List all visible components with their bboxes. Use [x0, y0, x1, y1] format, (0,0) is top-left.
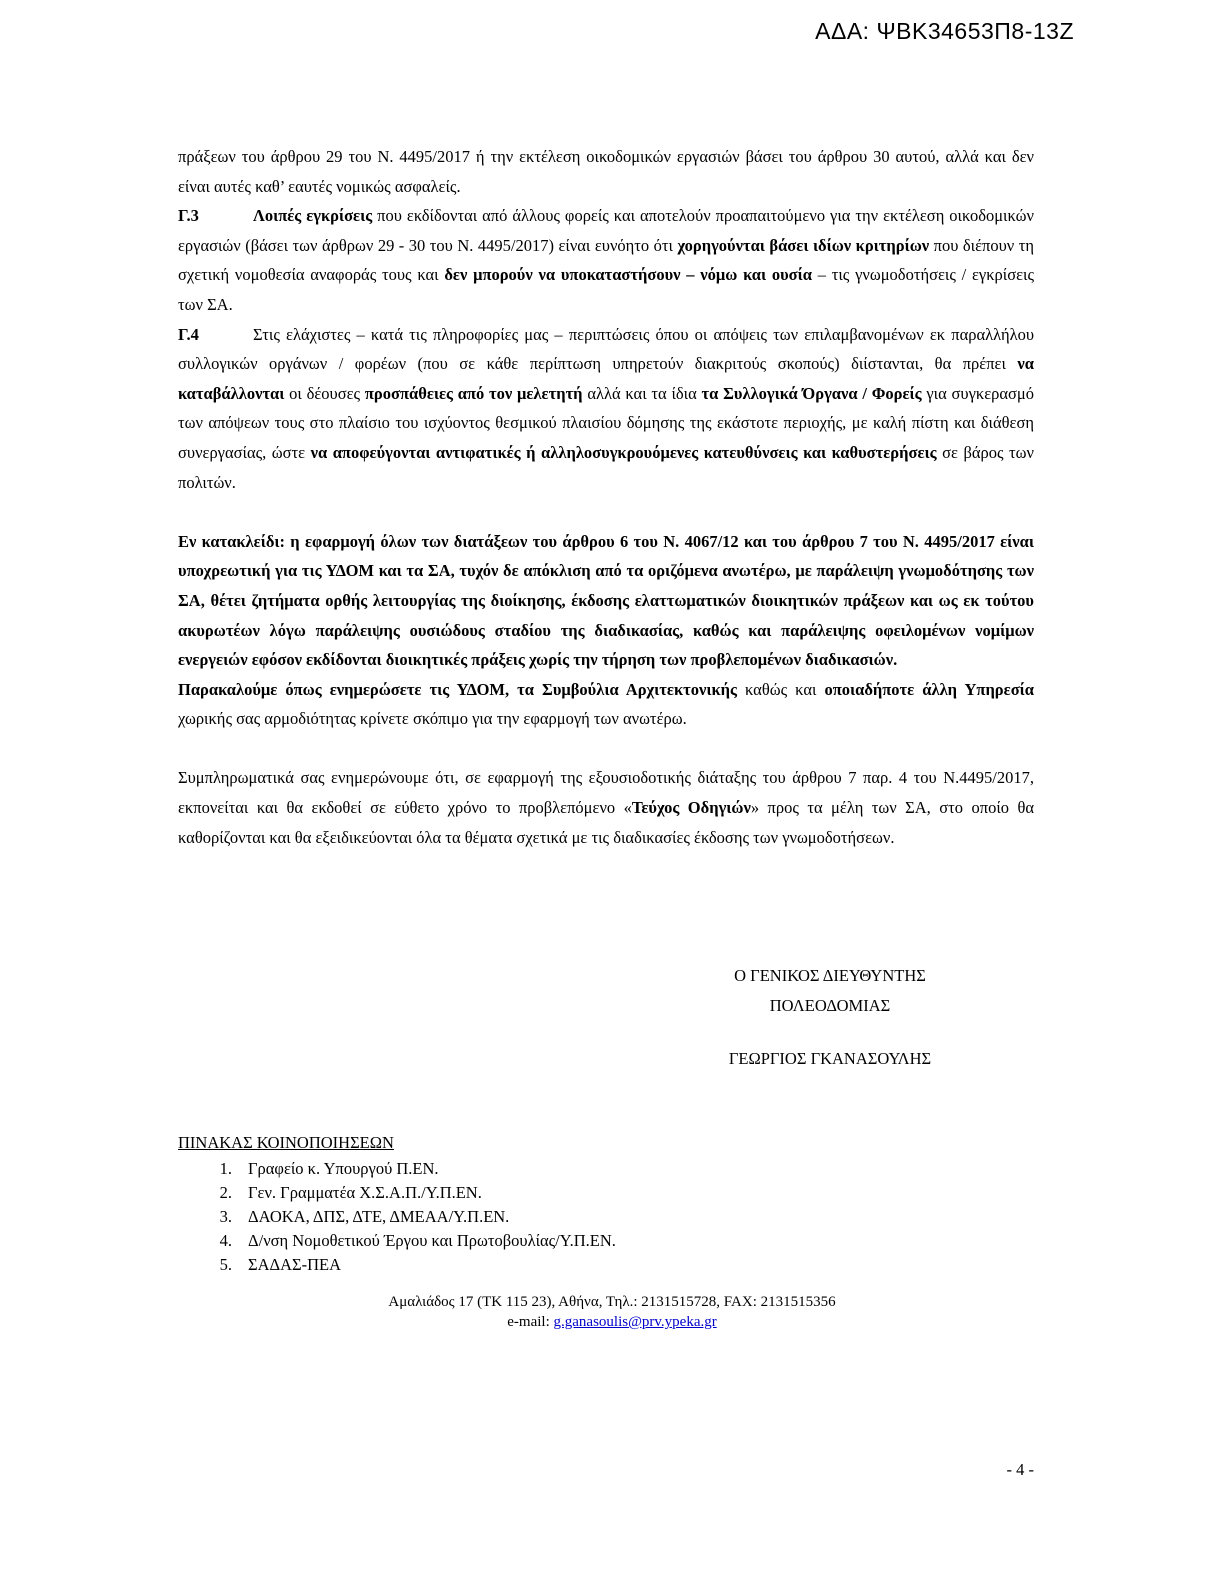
request-text-2: χωρικής σας αρμοδιότητας κρίνετε σκόπιμο για την εφαρμογή των ανωτέρω.: [178, 709, 687, 729]
continuation-paragraph: πράξεων του άρθρου 29 του Ν. 4495/2017 ή την εκτέλεση οικοδομικών εργασιών βάσει του άρθρου 30 αυτού, αλλά και δεν είναι αυτές καθ’ εαυτές νομικώς ασφαλείς.: [178, 147, 1034, 196]
signature-title-line1: Ο ΓΕΝΙΚΟΣ ΔΙΕΥΘΥΝΤΗΣ: [734, 966, 926, 985]
supplement-bold-1: Τεύχος Οδηγιών: [631, 798, 751, 818]
distribution-list: [178, 1157, 616, 1277]
signature-name: ΓΕΩΡΓΙΟΣ ΓΚΑΝΑΣΟΥΛΗΣ: [728, 1049, 932, 1068]
distribution-item-number: 4.: [219, 1231, 232, 1250]
paragraph-gap: [178, 734, 1034, 764]
distribution-item: [178, 1157, 616, 1181]
distribution-item-text: Γεν. Γραμματέα Χ.Σ.Α.Π./Υ.Π.ΕΝ.: [248, 1183, 482, 1202]
g4-bold-3: τα Συλλογικά Όργανα / Φορείς: [701, 383, 922, 403]
g4-text-2: οι δέουσες: [284, 383, 365, 403]
distribution-item-text: ΣΑΔΑΣ-ΠΕΑ: [248, 1255, 342, 1274]
request-bold-1: Παρακαλούμε όπως ενημερώσετε τις ΥΔΟΜ, τα Συμβούλια Αρχιτεκτονικής: [178, 679, 737, 699]
g3-bold-3: δεν μπορούν να υποκαταστήσουν – νόμω και ουσία: [444, 265, 812, 285]
footer-email-link[interactable]: g.ganasoulis@prv.ypeka.gr: [553, 1314, 717, 1330]
section-label-g3: Γ.3: [178, 206, 199, 226]
section-g4: [178, 320, 1034, 498]
distribution-item-number: 2.: [219, 1183, 232, 1202]
distribution-title: ΠΙΝΑΚΑΣ ΚΟΙΝΟΠΟΙΗΣΕΩΝ: [178, 1133, 394, 1152]
distribution-item: [178, 1181, 616, 1205]
supplement-text-2: » προς τα μέλη των ΣΑ, στο οποίο θα καθορίζονται και θα εξειδικεύονται όλα τα θέματα σχετικά με τις διαδικασίες έκδοσης των γνωμοδοτήσεων.: [178, 798, 1034, 847]
g3-text-3: – τις γνωμοδοτήσεις / εγκρίσεις των ΣΑ.: [178, 265, 1034, 314]
g3-text-2: που διέπουν τη σχετική νομοθεσία αναφοράς τους και: [178, 235, 1034, 285]
g4-text-3: αλλά και τα ίδια: [582, 383, 702, 403]
distribution-item-text: ΔΑΟΚΑ, ΔΠΣ, ΔΤΕ, ΔΜΕΑΑ/Υ.Π.ΕΝ.: [248, 1207, 510, 1226]
g4-bold-2: προσπάθειες από τον μελετητή: [364, 383, 583, 403]
distribution-item: [178, 1229, 616, 1253]
ada-code: ΑΔΑ: ΨΒΚ34653Π8-13Ζ: [815, 18, 1074, 44]
supplement-text-1: Συμπληρωματικά σας ενημερώνουμε ότι, σε εφαρμογή της εξουσιοδοτικής διάταξης του άρθρου 7 παρ. 4 του Ν.4495/2017, εκπονείται και θα εκδοθεί σε εύθετο χρόνο το προβλεπόμενο «: [178, 768, 1034, 818]
signature-title-line2: ΠΟΛΕΟΔΟΜΙΑΣ: [769, 996, 891, 1015]
g3-bold-1: Λοιπές εγκρίσεις: [253, 206, 373, 226]
conclusion-text: Εν κατακλείδι: η εφαρμογή όλων των διατάξεων του άρθρου 6 του Ν. 4067/12 και του άρθρου 7 του Ν. 4495/2017 είναι υποχρεωτική για τις ΥΔΟΜ και τα ΣΑ, τυχόν δε απόκλιση από τα οριζόμενα ανωτέρω, με παράλειψη γνωμοδότησης των ΣΑ, θέτει ζητήματα ορθής λειτουργίας της διοίκησης, έκδοσης ελαττωματικών διοικητικών πράξεων και ως εκ τούτου ακυρωτέων λόγω παράλειψης ουσιώδους σταδίου της διαδικασίας, καθώς και παράλειψης οφειλομένων νομίμων ενεργειών εφόσον εκδίδονται διοικητικές πράξεις χωρίς την τήρηση των προβλεπομένων διαδικασιών.: [178, 531, 1034, 670]
g4-text-1: Στις ελάχιστες – κατά τις πληροφορίες μας – περιπτώσεις όπου οι απόψεις των επιλαμβανομένων εκ παραλλήλου συλλογικών οργάνων / φορέων (που σε κάθε περίπτωση υπηρετούν διακριτούς σκοπούς) διίστανται, θα πρέπει: [178, 324, 1034, 374]
g3-bold-2: χορηγούνται βάσει ιδίων κριτηρίων: [677, 235, 930, 255]
distribution-item-number: 3.: [219, 1207, 232, 1226]
distribution-item-number: 5.: [219, 1255, 232, 1274]
section-label-g4: Γ.4: [178, 324, 199, 344]
distribution-item: [178, 1205, 616, 1229]
g4-text-5: σε βάρος των πολιτών.: [178, 442, 1034, 492]
distribution-item-text: Δ/νση Νομοθετικού Έργου και Πρωτοβουλίας/Υ.Π.ΕΝ.: [248, 1231, 616, 1250]
section-g3: [178, 201, 1034, 319]
footer-email-line: [0, 1314, 1224, 1331]
g4-bold-1: να καταβάλλονται: [178, 354, 1034, 403]
distribution-item: [178, 1253, 616, 1277]
footer-address: Αμαλιάδος 17 (ΤΚ 115 23), Αθήνα, Τηλ.: 2131515728, FAX: 2131515356: [388, 1294, 836, 1310]
request-paragraph: [178, 675, 1034, 734]
g3-text-1: που εκδίδονται από άλλους φορείς και αποτελούν προαπαιτούμενο για την εκτέλεση οικοδομικών εργασιών (βάσει των άρθρων 29 - 30 του Ν. 4495/2017) είναι ευνόητο ότι: [178, 206, 1034, 255]
footer-email-label: e-mail:: [507, 1314, 554, 1330]
document-body: [178, 142, 1034, 852]
g4-bold-4: να αποφεύγονται αντιφατικές ή αλληλοσυγκρουόμενες κατευθύνσεις και καθυστερήσεις: [310, 442, 937, 462]
supplement-paragraph: [178, 763, 1034, 852]
distribution-item-text: Γραφείο κ. Υπουργού Π.ΕΝ.: [248, 1159, 439, 1178]
request-text-1: καθώς και: [736, 679, 825, 699]
request-bold-2: οποιαδήποτε άλλη Υπηρεσία: [824, 679, 1034, 699]
page-number: - 4 -: [1006, 1460, 1034, 1479]
distribution-item-number: 1.: [219, 1159, 232, 1178]
g4-text-4: για συγκερασμό των απόψεων τους στο πλαίσιο του ισχύοντος θεσμικού πλαισίου δόμησης της εκάστοτε περιοχής, με καλή πίστη και διάθεση συνεργασίας, ώστε: [178, 383, 1035, 462]
paragraph-gap: [178, 497, 1034, 527]
conclusion-paragraph: [178, 527, 1034, 675]
